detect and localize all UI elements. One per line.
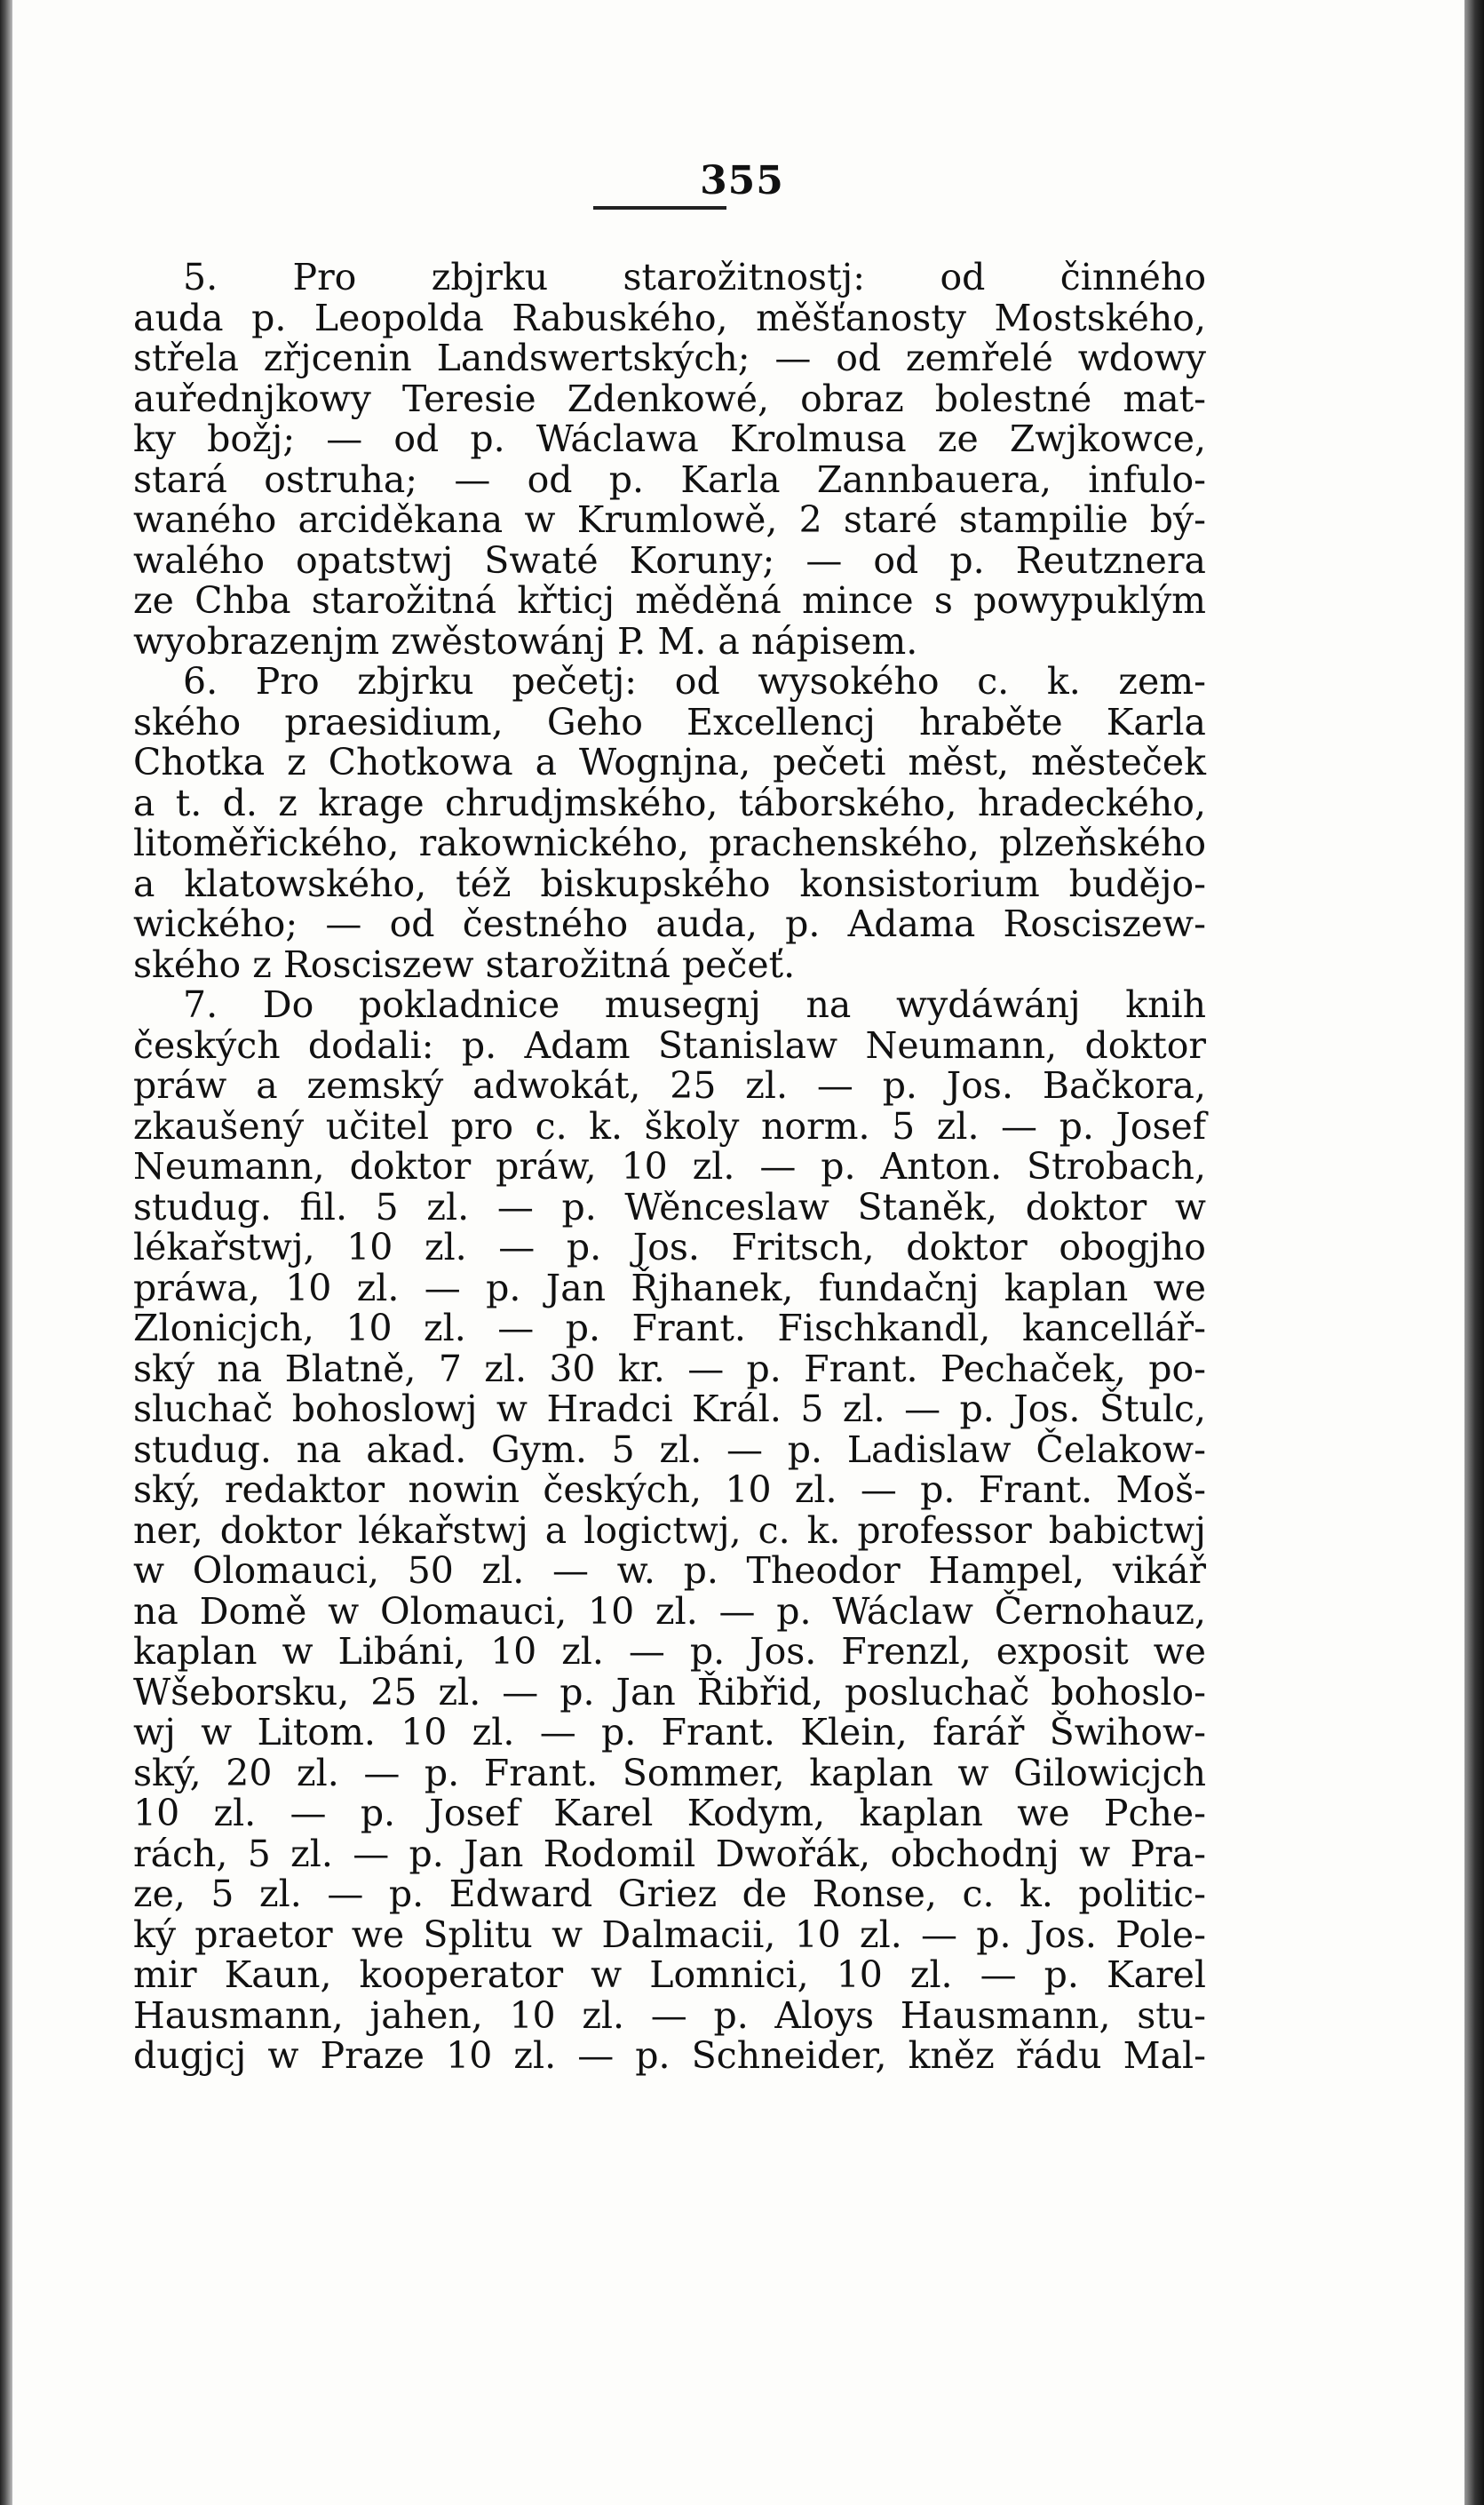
text-line: ky božj; — od p. Wáclawa Krolmusa ze Zwjkowce, bbox=[133, 418, 1206, 460]
text-line: 7. Do pokladnice musegnj na wydáwánj knih bbox=[183, 983, 1206, 1026]
text-line: kaplan w Libáni, 10 zl. — p. Jos. Frenzl, exposit we bbox=[133, 1630, 1206, 1673]
text-line: a t. d. z krage chrudjmského, táborského, hradeckého, bbox=[133, 781, 1206, 824]
text-line: 5. Pro zbjrku starožitnostj: od činného bbox=[183, 256, 1206, 298]
page-number: 355 bbox=[700, 158, 784, 203]
text-line: ze, 5 zl. — p. Edward Griez de Ronse, c. k. politic- bbox=[133, 1873, 1206, 1915]
body-text bbox=[133, 258, 1206, 2077]
text-line: na Domě w Olomauci, 10 zl. — p. Wáclaw Černohauz, bbox=[133, 1589, 1206, 1633]
text-line: ského z Rosciszew starožitná pečeť. bbox=[133, 942, 796, 986]
text-line: Zlonicjch, 10 zl. — p. Frant. Fischkandl, kancellář- bbox=[133, 1307, 1206, 1349]
text-line: 6. Pro zbjrku pečetj: od wysokého c. k. zem- bbox=[183, 660, 1206, 703]
text-line: a klatowského, též biskupského konsistorium budějo- bbox=[133, 862, 1206, 905]
text-line: ký praetor we Splitu w Dalmacii, 10 zl. — p. Jos. Pole- bbox=[133, 1913, 1206, 1956]
text-line: ský, redaktor nowin českých, 10 zl. — p. Frant. Moš- bbox=[133, 1468, 1206, 1511]
text-line: sluchač bohoslowj w Hradci Král. 5 zl. — p. Jos. Štulc, bbox=[133, 1388, 1206, 1430]
text-line: wyobrazenjm zwěstowánj P. M. a nápisem. bbox=[133, 619, 918, 663]
text-line: práwa, 10 zl. — p. Jan Řjhanek, fundačnj kaplan we bbox=[133, 1266, 1206, 1309]
text-line: studug. na akad. Gym. 5 zl. — p. Ladislaw Čelakow- bbox=[133, 1427, 1206, 1471]
text-line: mir Kaun, kooperator w Lomnici, 10 zl. — p. Karel bbox=[133, 1953, 1206, 1996]
page-number-rule bbox=[593, 206, 726, 210]
text-line: ský, 20 zl. — p. Frant. Sommer, kaplan w Gilowicjch bbox=[133, 1751, 1206, 1794]
text-line: auda p. Leopolda Rabuského, měšťanosty Mostského, bbox=[133, 296, 1206, 339]
text-line: walého opatstwj Swaté Koruny; — od p. Reutznera bbox=[133, 538, 1206, 582]
text-line: auřednjkowy Teresie Zdenkowé, obraz bolestné mat- bbox=[133, 377, 1206, 420]
text-line: Neumann, doktor práw, 10 zl. — p. Anton. Strobach, bbox=[133, 1145, 1206, 1188]
text-line: studug. fil. 5 zl. — p. Wěnceslaw Staněk, doktor w bbox=[133, 1185, 1206, 1229]
text-line: dugjcj w Praze 10 zl. — p. Schneider, kněz řádu Mal- bbox=[133, 2034, 1206, 2077]
text-line: českých dodali: p. Adam Stanislaw Neumann, doktor bbox=[133, 1023, 1206, 1067]
text-line: ner, doktor lékařstwj a logictwj, c. k. professor babictwj bbox=[133, 1508, 1206, 1552]
text-line: Hausmann, jahen, 10 zl. — p. Aloys Hausmann, stu- bbox=[133, 1993, 1206, 2037]
text-line: litoměřického, rakownického, prachenského, plzeňského bbox=[133, 822, 1206, 864]
text-line: wického; — od čestného auda, p. Adama Rosciszew- bbox=[133, 903, 1206, 945]
text-line: w Olomauci, 50 zl. — w. p. Theodor Hampel, vikář bbox=[133, 1549, 1206, 1592]
text-line: ze Chba starožitná křticj měděná mince s powypuklým bbox=[133, 579, 1206, 622]
text-line: střela zřjcenin Landswertských; — od zemřelé wdowy bbox=[133, 337, 1206, 379]
text-line: práw a zemský adwokát, 25 zl. — p. Jos. Bačkora, bbox=[133, 1064, 1206, 1107]
text-line: ský na Blatně, 7 zl. 30 kr. — p. Frant. Pechaček, po- bbox=[133, 1347, 1206, 1390]
text-line: wj w Litom. 10 zl. — p. Frant. Klein, farář Šwihow- bbox=[133, 1711, 1206, 1754]
page-edge-right bbox=[1464, 0, 1484, 2505]
text-line: stará ostruha; — od p. Karla Zannbauera, infulo- bbox=[133, 457, 1206, 501]
text-line: Wšeborsku, 25 zl. — p. Jan Řibřid, posluchač bohoslo- bbox=[133, 1670, 1206, 1714]
text-line: lékařstwj, 10 zl. — p. Jos. Fritsch, doktor obogjho bbox=[133, 1226, 1206, 1268]
text-line: rách, 5 zl. — p. Jan Rodomil Dwořák, obchodnj w Pra- bbox=[133, 1832, 1206, 1875]
text-line: ského praesidium, Geho Excellencj hraběte Karla bbox=[133, 700, 1206, 744]
text-line: waného arciděkana w Krumlowě, 2 staré stampilie bý- bbox=[133, 498, 1206, 541]
page-edge-left bbox=[0, 0, 12, 2505]
text-line: 10 zl. — p. Josef Karel Kodym, kaplan we Pche- bbox=[133, 1792, 1206, 1834]
text-line: Chotka z Chotkowa a Wognjna, pečeti měst, městeček bbox=[133, 741, 1206, 783]
text-line: zkaušený učitel pro c. k. školy norm. 5 zl. — p. Josef bbox=[133, 1104, 1206, 1148]
